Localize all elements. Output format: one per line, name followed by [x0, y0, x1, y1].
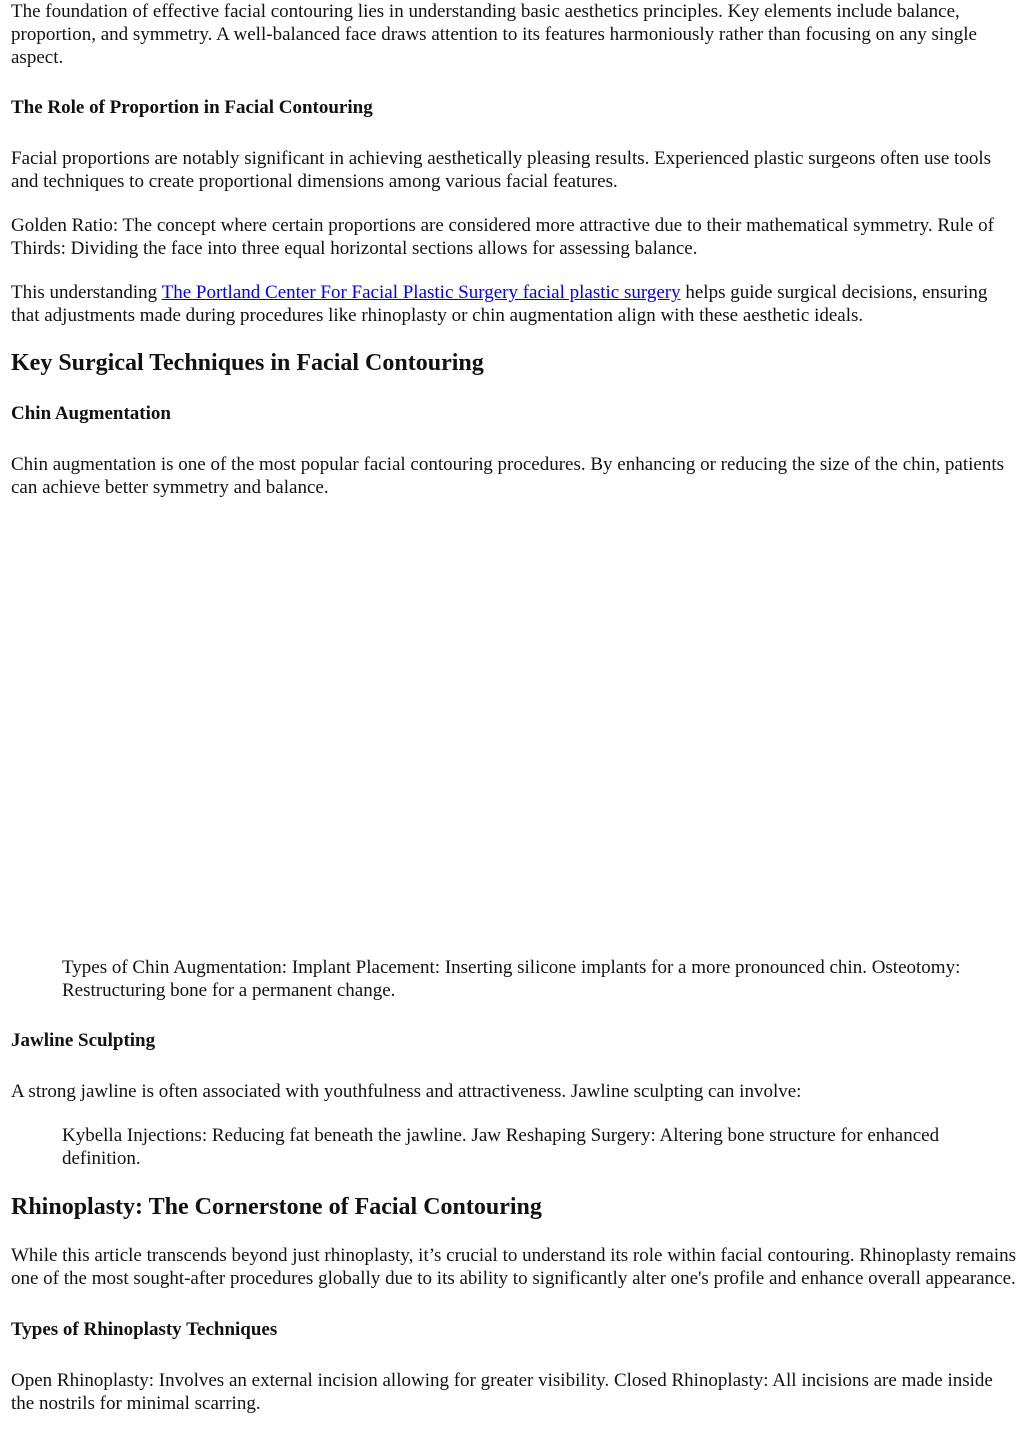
portland-center-link[interactable]: The Portland Center For Facial Plastic Surgery facial plastic surgery: [161, 282, 681, 303]
heading-rhinoplasty-types: Types of Rhinoplasty Techniques: [11, 1319, 278, 1340]
rhinoplasty-types-paragraph: Open Rhinoplasty: Involves an external incision allowing for greater visibility. Closed Rhinoplasty: All incisions are made inside the nostrils for minimal scarring.: [11, 1370, 993, 1414]
list-item: Kybella Injections: Reducing fat beneath the jawline. Jaw Reshaping Surgery: Altering bone structure for enhanced definition.: [62, 1125, 940, 1169]
jawline-list: [11, 1124, 1016, 1170]
understanding-paragraph: [11, 281, 1016, 327]
golden-ratio-paragraph: Golden Ratio: The concept where certain proportions are considered more attractive due to their mathematical symmetry. Rule of Thirds: Dividing the face into three equal horizontal sections allows for assessing balance.: [11, 215, 994, 259]
heading-key-techniques: Key Surgical Techniques in Facial Contouring: [11, 350, 484, 376]
intro-paragraph: The foundation of effective facial contouring lies in understanding basic aesthetics principles. Key elements include balance, proportion, and symmetry. A well-balanced face draws attention to its features harmoniously rather than focusing on any single aspect.: [11, 1, 977, 68]
jawline-paragraph: A strong jawline is often associated with youthfulness and attractiveness. Jawline sculpting can involve:: [11, 1081, 802, 1102]
understanding-text-after: helps guide surgical decisions, ensuring that adjustments made during procedures like rhinoplasty or chin augmentation align with these aesthetic ideals.: [11, 282, 988, 326]
heading-jawline-sculpting: Jawline Sculpting: [11, 1030, 156, 1051]
heading-chin-augmentation: Chin Augmentation: [11, 403, 171, 424]
heading-rhinoplasty: Rhinoplasty: The Cornerstone of Facial Contouring: [11, 1194, 542, 1220]
understanding-text-before: This understanding: [11, 282, 162, 303]
rhinoplasty-paragraph: While this article transcends beyond just rhinoplasty, it’s crucial to understand its role within facial contouring. Rhinoplasty remains one of the most sought-after procedures globally due to its ability to significantly alter one's profile and enhance overall appearance.: [11, 1245, 1017, 1289]
chin-types-list: [11, 956, 1016, 1002]
proportion-paragraph: Facial proportions are notably significant in achieving aesthetically pleasing results. Experienced plastic surgeons often use tools and techniques to create proportional dimensions among various facial features.: [11, 148, 991, 192]
image-placeholder: [11, 499, 1016, 934]
chin-paragraph: Chin augmentation is one of the most popular facial contouring procedures. By enhancing or reducing the size of the chin, patients can achieve better symmetry and balance.: [11, 454, 1005, 498]
heading-proportion: The Role of Proportion in Facial Contouring: [11, 97, 373, 118]
list-item: Types of Chin Augmentation: Implant Placement: Inserting silicone implants for a more pronounced chin. Osteotomy: Restructuring bone for a permanent change.: [62, 957, 961, 1001]
